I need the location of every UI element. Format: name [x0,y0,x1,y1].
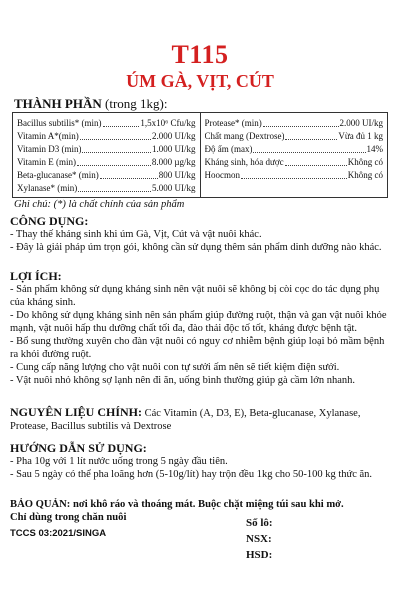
benefits-heading: LỢI ÍCH: [10,269,62,283]
composition-row [205,156,384,169]
benefits-line: - Cung cấp năng lượng cho vật nuôi con tự sưởi ấm nên sẽ tiết kiệm điện sưởi. [10,362,340,373]
lot-number-label: Số lô: [246,517,273,529]
benefits-line: - Sản phẩm không sử dụng kháng sinh nên vật nuôi sẽ không bị còi cọc do tác dụng phụ của kháng sinh. [10,284,380,308]
composition-row [17,130,196,143]
composition-heading [14,96,167,112]
ingredient-value: 8.000 µg/kg [151,157,196,167]
composition-table [12,112,388,198]
composition-row [17,117,196,130]
product-code: T115 [171,40,229,69]
usage-section [10,441,392,481]
leader-dots [263,117,339,127]
usage-heading: HƯỚNG DẪN SỬ DỤNG: [10,441,147,455]
leader-dots [253,143,365,153]
ingredient-value: Không có [347,170,383,180]
ingredient-name: Protease* (min) [204,118,262,128]
ingredient-name: Vitamin A*(min) [17,131,79,141]
ingredient-value: 2.000 UI/kg [152,131,196,141]
storage-instructions: BẢO QUẢN: nơi khô ráo và thoáng mát. Buộc chặt miệng túi sau khi mở. [10,499,344,510]
leader-dots [77,156,151,166]
composition-row [17,182,196,195]
product-subtitle: ÚM GÀ, VỊT, CÚT [126,71,274,91]
leader-dots [241,169,347,179]
composition-right-column [200,113,388,197]
leader-dots [82,143,151,153]
ingredient-value: 1,5x10⁶ Cfu/kg [140,118,196,128]
ingredient-value: 2.000 UI/kg [339,118,383,128]
leader-dots [100,169,158,179]
uses-line: - Đây là giải pháp úm trọn gói, không cần sử dụng thêm sản phẩm dinh dưỡng nào khác. [10,242,382,253]
ingredient-value: 800 UI/kg [158,170,196,180]
composition-heading-suffix: (trong 1kg): [101,96,168,111]
ingredient-value: 14% [366,144,383,154]
ingredient-name: Vitamin D3 (min) [17,144,82,154]
uses-heading: CÔNG DỤNG: [10,214,89,228]
benefits-line: - Bổ sung thường xuyên cho đàn vật nuôi có nguy cơ nhiễm bệnh giúp loại bỏ mầm bệnh ra khỏi đường ruột. [10,336,385,360]
uses-line: - Thay thế kháng sinh khi úm Gà, Vịt, Cút và vật nuôi khác. [10,229,262,240]
composition-row [205,130,384,143]
composition-row [205,117,384,130]
composition-row [17,143,196,156]
ingredient-name: Hoocmon [204,170,240,180]
ingredients-text: Các Vitamin (A, D3, E), Beta-glucanase, Xylanase, Protease, Bacillus subtilis và Dextrose [10,408,361,432]
composition-heading-label: THÀNH PHẦN [14,96,102,111]
leader-dots [80,130,151,140]
benefits-line: - Vật nuôi nhỏ không sợ lạnh nên đi ăn, uống bình thường giúp gà cầm lớn nhanh. [10,375,355,386]
ingredient-name: Độ ẩm (max) [204,144,253,154]
ingredient-name: Kháng sinh, hóa dược [204,157,284,167]
standard-code: TCCS 03:2021/SINGA [10,528,107,539]
usage-line: - Sau 5 ngày có thể pha loãng hơn (5-10g/lít) hay trộn đều 1kg cho 50-100 kg thức ăn. [10,469,373,480]
manufacture-date-label: NSX: [246,533,272,545]
leader-dots [285,130,337,140]
ingredients-heading: NGUYÊN LIỆU CHÍNH: [10,405,143,419]
ingredient-name: Vitamin E (min) [17,157,76,167]
usage-line: - Pha 10g với 1 lít nước uống trong 5 ngày đầu tiên. [10,456,228,467]
benefits-line: - Do không sử dụng kháng sinh nên sản phẩm giúp đường ruột, thận và gan vật nuôi khỏe mạnh, vật nuôi hấp thu dưỡng chất tối đa, đào thải độc tố tốt, kháng được bệnh tật. [10,310,387,334]
expiry-date-label: HSD: [246,549,273,561]
benefits-section [10,269,392,387]
composition-row [205,169,384,182]
leader-dots [285,156,347,166]
uses-section [10,214,392,254]
composition-note: Ghi chú: (*) là chất chính của sản phẩm [14,199,185,210]
composition-row [17,156,196,169]
leader-dots [103,117,140,127]
ingredient-value: 1.000 UI/kg [152,144,196,154]
ingredient-name: Beta-glucanase* (min) [17,170,99,180]
composition-row [17,169,196,182]
ingredient-value: Không có [347,157,383,167]
ingredient-value: Vừa đủ 1 kg [338,131,383,141]
ingredient-name: Xylanase* (min) [17,183,78,193]
composition-left-column [13,113,200,197]
ingredient-name: Bacillus subtilis* (min) [17,118,102,128]
leader-dots [78,182,151,192]
composition-row [205,143,384,156]
ingredient-name: Chất mang (Dextrose) [204,131,285,141]
ingredient-value: 5.000 UI/kg [152,183,196,193]
usage-restriction: Chỉ dùng trong chăn nuôi [10,512,127,523]
ingredients-section [10,405,392,433]
